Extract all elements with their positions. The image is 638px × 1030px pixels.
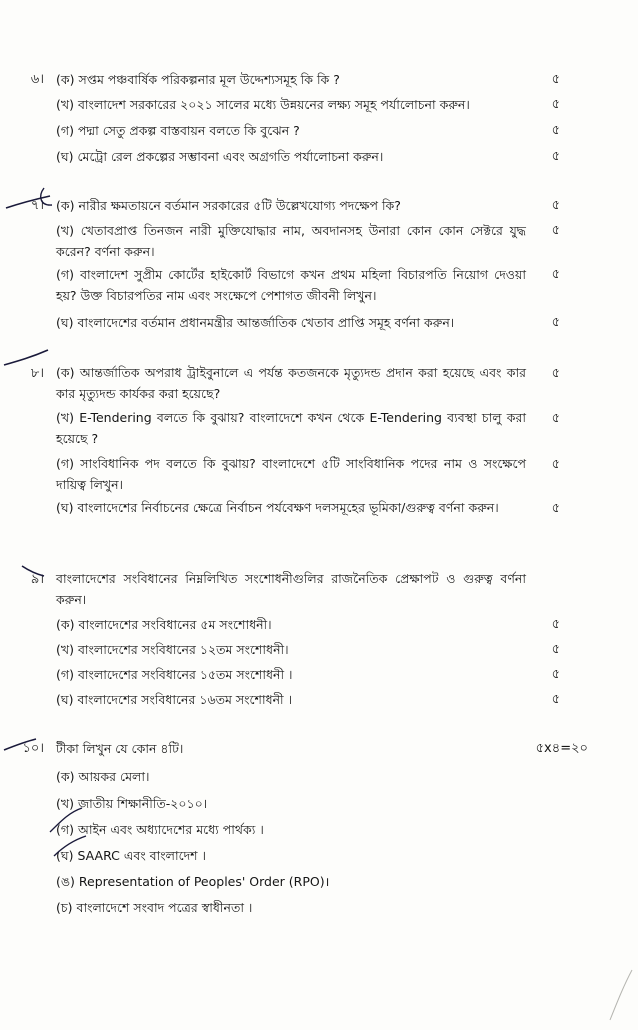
item-label-ga: (গ) বাংলাদেশের সংবিধানের ১৫তম সংশোধনী ।: [56, 667, 293, 682]
marks: ৫: [551, 366, 560, 381]
question-number: ১০।: [22, 741, 44, 756]
marks: ৫: [551, 411, 560, 426]
item-ga: (গ) সাংবিধানিক পদ বলতে কি বুঝায়? বাংলাদেশে ৫টি সাংবিধানিক পদের নাম ও সংক্ষেপে দায়িত্ব লিখুন।: [56, 456, 526, 492]
item-label-kha: (খ) বাংলাদেশ সরকারের ২০২১ সালের মধ্যে উন্নয়নের লক্ষ্য সমূহ পর্যালোচনা করুন।: [56, 97, 470, 112]
faint-pen-stroke: [610, 970, 632, 1020]
item-ga: (গ) বাংলাদেশ সুপ্রীম কোর্টের হাইকোর্ট বিভাগে কখন প্রথম মহিলা বিচারপতি নিয়োগ দেওয়া হয়? উক্ত বিচারপতির নাম এবং সংক্ষেপে পেশাগত জীবনী লিখুন।: [56, 267, 526, 303]
note-item-ka: (ক) আয়কর মেলা।: [56, 769, 150, 784]
item-label-ka: (ক) বাংলাদেশের সংবিধানের ৫ম সংশোধনী।: [56, 617, 272, 632]
item-ka: (ক) আন্তর্জাতিক অপরাধ ট্রাইবুনালে এ পর্যন্ত কতজনকে মৃত্যুদন্ড প্রদান করা হয়েছে এবং কার কার মৃত্যুদন্ড কার্যকর করা হয়েছে?: [56, 365, 526, 401]
tick-mark-q8: [4, 350, 48, 365]
question-intro: টীকা লিখুন যে কোন ৪টি।: [56, 741, 184, 756]
note-item-uo: (ঙ) Representation of Peoples' Order (RPO)।: [56, 874, 330, 889]
item-label-gha: (ঘ) মেট্রো রেল প্রকল্পের সম্ভাবনা এবং অগ্রগতি পর্যালোচনা করুন।: [56, 149, 384, 164]
marks: ৫: [551, 198, 560, 213]
item-label-gha: (ঘ) বাংলাদেশের সংবিধানের ১৬তম সংশোধনী ।: [56, 692, 293, 707]
question-intro: বাংলাদেশের সংবিধানের নিম্নলিখিত সংশোধনীগুলির রাজনৈতিক প্রেক্ষাপট ও গুরুত্ব বর্ণনা করুন।: [56, 571, 526, 607]
marks: ৫: [551, 501, 560, 516]
marks: ৫: [551, 692, 560, 707]
item-kha: (খ) E-Tendering বলতে কি বুঝায়? বাংলাদেশে কখন থেকে E-Tendering ব্যবস্থা চালু করা হয়েছে ?: [56, 410, 526, 446]
marks: ৫: [551, 617, 560, 632]
item-kha: (খ) খেতাবপ্রাপ্ত তিনজন নারী মুক্তিযোদ্ধার নাম, অবদানসহ উনারা কোন কোন সেক্টরে যুদ্ধ করেন? বর্ণনা করুন।: [56, 223, 526, 259]
note-item-ga: (গ) আইন এবং অধ্যাদেশের মধ্যে পার্থক্য ।: [56, 822, 264, 837]
marks: ৫: [551, 72, 560, 87]
marks: ৫: [551, 667, 560, 682]
marks: ৫: [551, 149, 560, 164]
question-number: ৬।: [30, 72, 44, 87]
item-label-ga: (গ) পদ্মা সেতু প্রকল্প বাস্তবায়ন বলতে কি বুঝেন ?: [56, 123, 300, 138]
item-label-kha: (খ) বাংলাদেশের সংবিধানের ১২তম সংশোধনী।: [56, 642, 289, 657]
marks: ৫: [551, 97, 560, 112]
marks: ৫: [551, 315, 560, 330]
marks: ৫: [551, 267, 560, 282]
total-marks: ৫x৪=২০: [535, 741, 588, 756]
item-label-gha: (ঘ) বাংলাদেশের বর্তমান প্রধানমন্ত্রীর আন্তর্জাতিক খেতাব প্রাপ্তি সমূহ বর্ণনা করুন।: [56, 315, 455, 330]
question-number: ৯।: [30, 572, 44, 587]
item-gha: (ঘ) বাংলাদেশের নির্বাচনের ক্ষেত্রে নির্বাচন পর্যবেক্ষণ দলসমূহের ভূমিকা/গুরুত্ব বর্ণনা করুন।: [56, 500, 499, 515]
marks: ৫: [551, 642, 560, 657]
item-label-ka: (ক) নারীর ক্ষমতায়নে বর্তমান সরকারের ৫টি উল্লেখযোগ্য পদক্ষেপ কি?: [56, 198, 401, 213]
item-label-ka: (ক) সপ্তম পঞ্চবার্ষিক পরিকল্পনার মূল উদ্দেশ্যসমূহ কি কি ?: [56, 72, 340, 87]
note-item-gha: (ঘ) SAARC এবং বাংলাদেশ ।: [56, 848, 206, 863]
note-item-kha: (খ) জাতীয় শিক্ষানীতি-২০১০।: [56, 796, 208, 811]
question-number: ৭।: [30, 198, 44, 213]
note-item-cha: (চ) বাংলাদেশে সংবাদ পত্রের স্বাধীনতা ।: [56, 900, 253, 915]
marks: ৫: [551, 457, 560, 472]
marks: ৫: [551, 123, 560, 138]
marks: ৫: [551, 223, 560, 238]
question-number: ৮।: [30, 366, 44, 381]
